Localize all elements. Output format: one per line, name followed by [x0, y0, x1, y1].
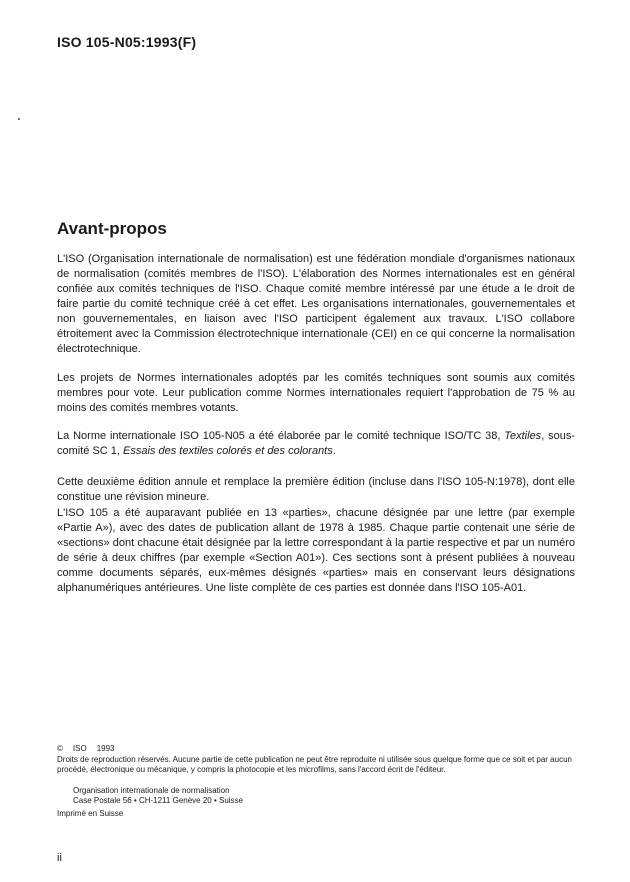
paragraph-edition: Cette deuxième édition annule et remplace la première édition (incluse dans l'ISO 105-N:1978), dont elle constitue une révision mineure.: [57, 476, 575, 503]
rights-notice: Droits de reproduction réservés. Aucune partie de cette publication ne peut être reproduite ni utilisée sous quelque forme que ce soit et par aucun procédé, électronique ou mécanique, y compris la photocopie et les microfilms, sans l'accord écrit de l'éditeur.: [57, 755, 572, 774]
page-number: ii: [57, 852, 62, 864]
paragraph-committee: [57, 429, 575, 459]
paragraph-iso-overview: L'ISO (Organisation internationale de normalisation) est une fédération mondiale d'organismes nationaux de normalisation (comités membres de l'ISO). L'élaboration des Normes internationales est en général confiée aux comités techniques de l'ISO. Chaque comité membre intéressé par une étude a le droit de faire partie du comité technique créé à cet effet. Les organisations internationales, gouvernementales et non gouvernementales, en liaison avec l'ISO participent également aux travaux. L'ISO collabore étroitement avec la Commission électrotechnique internationale (CEI) en ce qui concerne la normalisation électrotechnique.: [57, 253, 575, 355]
copyright-org: ISO: [72, 744, 87, 753]
committee-text-a: La Norme internationale ISO 105-N05 a été élaborée par le comité technique ISO/TC 38,: [57, 430, 505, 442]
scan-speck: [18, 118, 20, 120]
committee-text-c: .: [332, 445, 336, 457]
subcommittee-name: Essais des textiles colorés et des colorants: [123, 445, 333, 457]
section-title: Avant-propos: [57, 219, 167, 238]
paragraph-history: L'ISO 105 a été auparavant publiée en 13 «parties», chacune désignée par une lettre (par exemple «Partie A»), avec des dates de publication allant de 1978 à 1985. Chaque partie contenait une série de «sections» dont chacune était désignée par la lettre correspondant à la partie respective et par un numéro de série à deux chiffres (par exemple «Section A01»). Ces sections sont à présent publiées à nouveau comme documents séparés, eux-mêmes désignés «parties» mais en conservant leurs désignations alphanumériques antérieures. Une liste complète de ces parties est donnée dans l'ISO 105-A01.: [57, 507, 575, 594]
printed-in: Imprimé en Suisse: [57, 809, 124, 818]
copyright-symbol: ©: [57, 744, 63, 753]
paragraph-draft-voting: Les projets de Normes internationales adoptés par les comités techniques sont soumis aux comités membres pour vote. Leur publication comme Normes internationales requiert l'approbation de 75 % au moins des comités membres votants.: [57, 372, 575, 414]
document-id: ISO 105-N05:1993(F): [57, 34, 197, 50]
publisher-address: Case Postale 56 • CH-1211 Genève 20 • Suisse: [73, 796, 243, 805]
publisher-organization: Organisation internationale de normalisation: [73, 786, 230, 795]
copyright-line: [57, 744, 114, 754]
committee-text-b: , sous-comité SC 1,: [57, 430, 576, 457]
copyright-year: 1993: [96, 744, 115, 753]
committee-name: Textiles: [504, 430, 542, 442]
